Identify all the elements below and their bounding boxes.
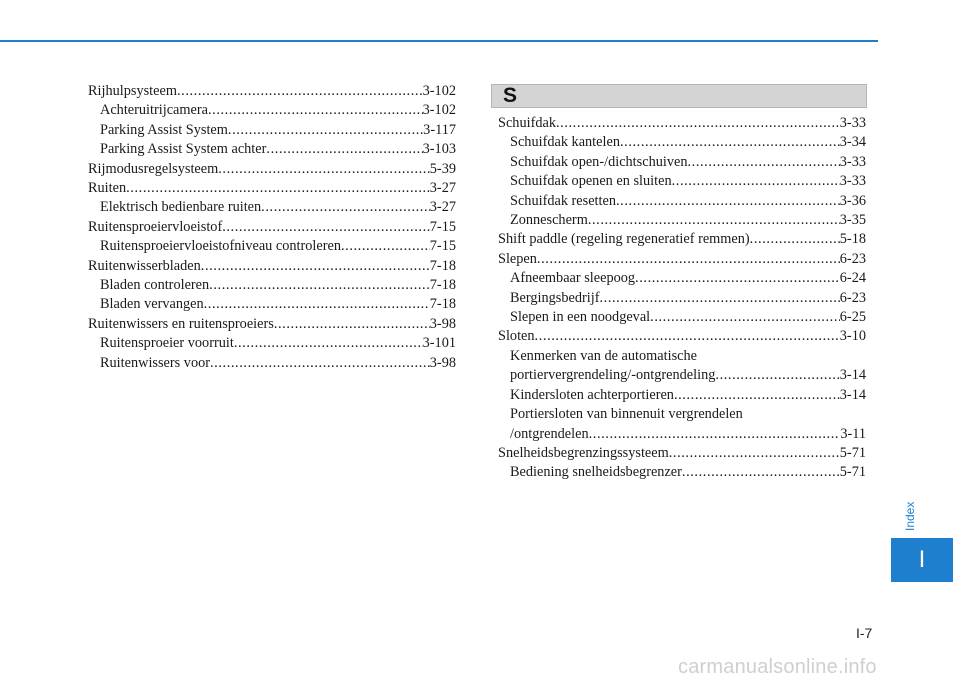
entry-page-ref: 6-23 xyxy=(839,289,866,306)
page-number: I-7 xyxy=(856,625,873,641)
index-tab-label: Index xyxy=(903,501,917,531)
entry-label: Rijhulpsysteem xyxy=(88,83,177,99)
index-entry[interactable] xyxy=(88,315,456,334)
dot-leader xyxy=(715,366,839,385)
entry-label: Schuifdak xyxy=(498,115,556,131)
index-subentry[interactable] xyxy=(498,366,866,385)
dot-leader xyxy=(210,354,430,373)
entry-page-ref: 6-24 xyxy=(839,270,866,287)
entry-label: Ruitensproeiervloeistof xyxy=(88,218,223,235)
entry-page-ref: 3-14 xyxy=(839,386,866,403)
entry-label: Parking Assist System achter xyxy=(100,141,267,158)
dot-leader xyxy=(682,463,840,482)
section-letter: S xyxy=(503,84,518,107)
index-entry[interactable] xyxy=(88,179,456,198)
entry-page-ref: 7-15 xyxy=(429,238,456,255)
entry-label: Ruitenwissers voor xyxy=(100,354,210,371)
watermark: carmanualsonline.info xyxy=(678,656,877,678)
index-entry[interactable] xyxy=(498,444,866,463)
dot-leader xyxy=(535,327,840,346)
entry-label: Bladen controleren xyxy=(100,277,210,294)
entry-page-ref: 3-101 xyxy=(422,335,456,352)
index-subentry[interactable] xyxy=(498,463,866,482)
entry-page-ref: 3-102 xyxy=(422,102,456,119)
entry-page-ref: 3-35 xyxy=(839,212,866,229)
index-entry[interactable] xyxy=(88,160,456,179)
index-entry[interactable] xyxy=(498,250,866,269)
entry-page-ref: 3-27 xyxy=(429,199,456,216)
index-subentry[interactable] xyxy=(498,211,866,230)
dot-leader xyxy=(209,276,430,295)
entry-page-ref: 3-98 xyxy=(429,354,456,371)
index-tab-letter[interactable]: I xyxy=(891,538,953,582)
entry-page-ref: 3-14 xyxy=(839,367,866,384)
entry-label: Shift paddle (regeling regeneratief remmen) xyxy=(498,231,750,248)
index-subentry[interactable] xyxy=(88,354,456,373)
dot-leader xyxy=(588,211,840,230)
entry-page-ref: 3-36 xyxy=(839,192,866,209)
dot-leader xyxy=(556,114,840,133)
index-subentry[interactable] xyxy=(88,140,456,159)
index-column-right xyxy=(498,114,866,483)
entry-page-ref: 3-33 xyxy=(839,173,866,190)
entry-page-ref: 3-33 xyxy=(839,115,866,131)
index-subentry[interactable] xyxy=(498,269,866,288)
index-entry[interactable] xyxy=(498,327,866,346)
entry-page-ref: 3-102 xyxy=(422,83,456,99)
entry-label: Slepen in een noodgeval xyxy=(510,309,651,326)
entry-page-ref: 6-25 xyxy=(839,309,866,326)
entry-label: Rijmodusregelsysteem xyxy=(88,160,219,177)
entry-page-ref: 7-18 xyxy=(429,277,456,294)
entry-label: Schuifdak resetten xyxy=(510,192,616,209)
dot-leader xyxy=(228,121,423,140)
section-header-s xyxy=(491,84,867,108)
index-subentry[interactable] xyxy=(498,172,866,191)
index-entry-wrap-line: Portiersloten van binnenuit vergrendelen xyxy=(510,406,743,423)
dot-leader xyxy=(674,386,840,405)
entry-label: Snelheidsbegrenzingssysteem xyxy=(498,444,669,461)
top-rule xyxy=(0,40,878,42)
entry-page-ref: 3-103 xyxy=(422,141,456,158)
entry-label: Slepen xyxy=(498,250,537,267)
dot-leader xyxy=(222,218,430,237)
entry-label: Schuifdak kantelen xyxy=(510,134,620,151)
entry-label: Ruitensproeier voorruit xyxy=(100,335,234,352)
index-entry-wrap-line: Kenmerken van de automatische xyxy=(510,347,697,364)
dot-leader xyxy=(537,250,840,269)
entry-page-ref: 7-18 xyxy=(429,296,456,313)
index-subentry[interactable] xyxy=(498,133,866,152)
entry-page-ref: 3-33 xyxy=(839,153,866,170)
dot-leader xyxy=(687,153,839,172)
entry-label: Sloten xyxy=(498,328,535,345)
index-subentry[interactable] xyxy=(498,425,866,444)
entry-label: Afneembaar sleepoog xyxy=(510,270,636,287)
index-subentry[interactable] xyxy=(88,276,456,295)
dot-leader xyxy=(274,315,430,334)
entry-page-ref: 3-117 xyxy=(423,121,456,138)
dot-leader xyxy=(261,198,430,217)
dot-leader xyxy=(218,160,430,179)
index-entry[interactable] xyxy=(498,230,866,249)
entry-label: Ruitenwissers en ruitensproeiers xyxy=(88,315,274,332)
entry-label: Schuifdak openen en sluiten xyxy=(510,173,672,190)
entry-page-ref: 3-27 xyxy=(429,180,456,197)
dot-leader xyxy=(650,308,840,327)
entry-page-ref: 3-11 xyxy=(840,425,866,442)
entry-page-ref: 5-71 xyxy=(839,464,866,481)
entry-page-ref: 7-18 xyxy=(429,257,456,274)
entry-label: portiervergrendeling/-ontgrendeling xyxy=(510,367,716,384)
dot-leader xyxy=(599,289,839,308)
entry-label: Kindersloten achterportieren xyxy=(510,386,674,403)
entry-page-ref: 5-39 xyxy=(429,160,456,177)
entry-page-ref: 5-71 xyxy=(839,444,866,461)
index-entry[interactable] xyxy=(88,82,456,101)
index-subentry[interactable] xyxy=(88,101,456,120)
entry-label: Achteruitrijcamera xyxy=(100,102,208,119)
index-column-left xyxy=(88,82,456,373)
index-subentry[interactable] xyxy=(498,386,866,405)
entry-label: Bediening snelheidsbegrenzer xyxy=(510,464,682,481)
entry-label: Bergingsbedrijf xyxy=(510,289,600,306)
index-subentry[interactable] xyxy=(88,295,456,314)
dot-leader xyxy=(620,133,840,152)
index-subentry[interactable] xyxy=(88,198,456,217)
entry-page-ref: 3-98 xyxy=(429,315,456,332)
index-entry[interactable] xyxy=(88,257,456,276)
entry-label: Ruitensproeiervloeistofniveau controleren xyxy=(100,238,341,255)
index-subentry[interactable] xyxy=(498,308,866,327)
dot-leader xyxy=(635,269,840,288)
entry-label: Parking Assist System xyxy=(100,121,228,138)
entry-page-ref: 7-15 xyxy=(429,218,456,235)
index-entry[interactable] xyxy=(88,218,456,237)
dot-leader xyxy=(266,140,422,159)
entry-label: Ruiten xyxy=(88,180,127,197)
entry-label: Schuifdak open-/dichtschuiven xyxy=(510,153,688,170)
entry-label: Zonnescherm xyxy=(510,212,588,229)
index-entry[interactable] xyxy=(498,114,866,133)
dot-leader xyxy=(341,237,430,256)
entry-page-ref: 5-18 xyxy=(839,231,866,248)
dot-leader xyxy=(126,179,430,198)
dot-leader xyxy=(177,82,423,101)
dot-leader xyxy=(589,425,841,444)
dot-leader xyxy=(208,101,423,120)
index-subentry[interactable] xyxy=(498,192,866,211)
dot-leader xyxy=(234,334,423,353)
dot-leader xyxy=(616,192,840,211)
entry-label: Bladen vervangen xyxy=(100,296,204,313)
index-subentry[interactable] xyxy=(498,289,866,308)
index-subentry[interactable] xyxy=(498,153,866,172)
entry-label: /ontgrendelen xyxy=(510,425,589,442)
index-subentry[interactable] xyxy=(88,237,456,256)
dot-leader xyxy=(672,172,840,191)
entry-page-ref: 3-10 xyxy=(839,328,866,345)
index-subentry[interactable] xyxy=(88,334,456,353)
dot-leader xyxy=(750,230,840,249)
index-subentry[interactable] xyxy=(88,121,456,140)
entry-label: Ruitenwisserbladen xyxy=(88,257,201,274)
entry-page-ref: 6-23 xyxy=(839,250,866,267)
dot-leader xyxy=(201,257,430,276)
dot-leader xyxy=(204,295,430,314)
entry-label: Elektrisch bedienbare ruiten xyxy=(100,199,262,216)
dot-leader xyxy=(669,444,840,463)
entry-page-ref: 3-34 xyxy=(839,134,866,151)
